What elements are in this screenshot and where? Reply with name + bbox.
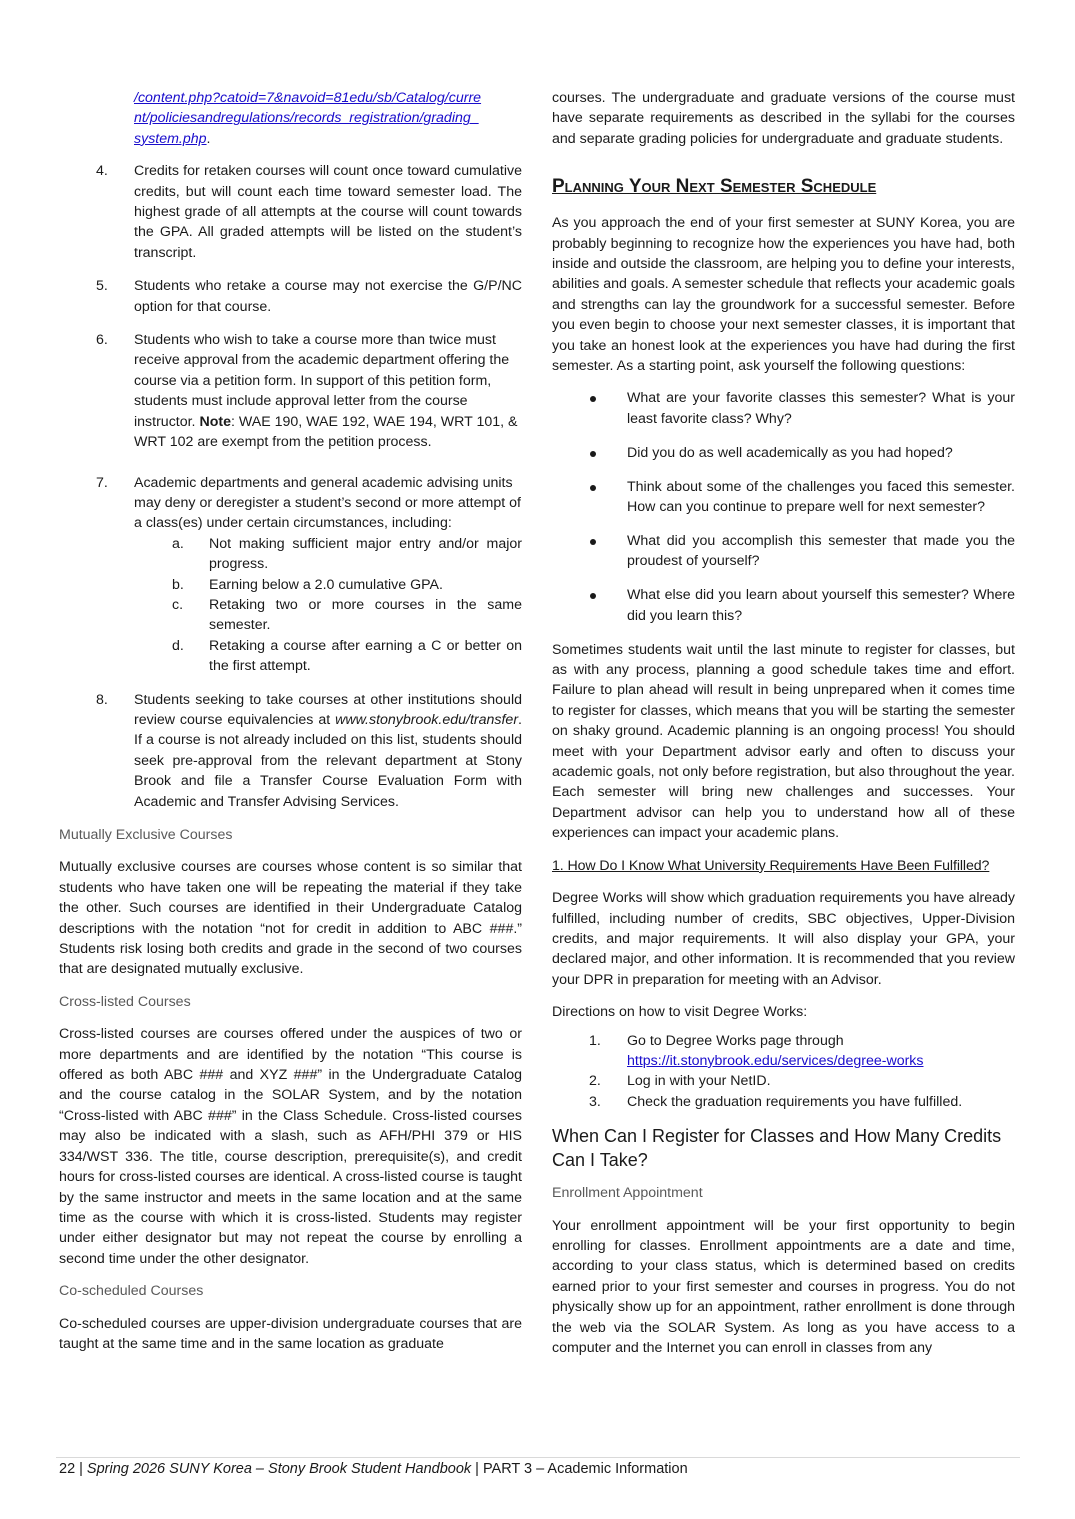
directions-list — [552, 1031, 1015, 1113]
co-scheduled-heading: Co-scheduled Courses — [59, 1283, 204, 1300]
bullet-icon — [590, 485, 596, 491]
question-item: What are your favorite classes this semester? What is your least favorite class? Why? — [552, 388, 1015, 429]
list-marker: 7. — [96, 474, 108, 491]
direction-step: 2. Log in with your NetID. — [589, 1073, 771, 1090]
directions-intro: Directions on how to visit Degree Works: — [552, 1004, 808, 1021]
cross-listed-body: Cross-listed courses are courses offered under the auspices of two or more departments and are identified by the notation “This course is offered as both ABC ### and XYZ ###” in the Undergraduate Catalog and the course catalog in the SOLAR System, and by the notation “Cross-listed with ABC ###” in the Class Schedule. Cross-listed courses may also be indicated with a slash, such as AFH/PHI 379 or HIS 334/WST 336. The title, course description, prerequisite(s), and credit hours for cross-listed courses are identical. A cross-listed course is taught by the same instructor and meets in the same location and at the same time as the course with which it is cross-listed. Students may register under either designator but may not repeat the course by enrolling a second time under the other designator. — [59, 1026, 522, 1267]
sublist-item: d. Retaking a course after earning a C or better on the first attempt. — [172, 637, 522, 675]
sublist-item: a. Not making sufficient major entry and/or major progress. — [172, 535, 522, 573]
page-number: 22 — [59, 1461, 76, 1477]
question-item: What else did you learn about yourself this semester? Where did you learn this? — [552, 585, 1015, 626]
circumstances-sublist — [59, 534, 522, 677]
left-column — [59, 88, 522, 1366]
bullet-icon — [590, 539, 596, 545]
question-item: What did you accomplish this semester that made you the proudest of yourself? — [552, 531, 1015, 572]
grading-system-link-paragraph: /content.php?catoid=7&navoid=81edu/sb/Catalog/curre nt/policiesandregulations/records_registration/grading_ system.php. — [134, 90, 482, 147]
requirements-heading: 1. How Do I Know What University Requirements Have Been Fulfilled? — [552, 857, 990, 874]
part-label: PART 3 – Academic Information — [482, 1461, 688, 1477]
sublist-item: b. Earning below a 2.0 cumulative GPA. — [172, 576, 443, 593]
list-item: 4. Credits for retaken courses will count once toward cumulative credits, but will count each time toward semester load. The highest grade of all attempts at the course will count towards the GPA. All graded attempts will be listed on the student’s transcript. — [96, 163, 522, 261]
footer-divider — [56, 1457, 1020, 1458]
bullet-icon — [590, 451, 596, 457]
question-item: Did you do as well academically as you had hoped? — [552, 443, 1015, 463]
reflection-questions-list — [552, 388, 1015, 626]
handbook-title: Spring 2026 SUNY Korea – Stony Brook Student Handbook — [86, 1461, 472, 1477]
enrollment-appointment-heading: Enrollment Appointment — [552, 1185, 703, 1202]
list-item: 8. Students seeking to take courses at other institutions should review course equivalencies at www.stonybrook.edu/transfer. If a course is not already included on this list, students should seek pre-approval from the relevant department at Stony Brook and file a Transfer Course Evaluation Form with Academic and Transfer Advising Services. — [96, 691, 522, 810]
grading-system-link[interactable]: /content.php?catoid=7&navoid=81edu/sb/Catalog/curre nt/policiesandregulations/records_registration/grading_ system.php — [134, 90, 482, 147]
list-marker: 8. — [96, 691, 108, 708]
mutually-exclusive-heading: Mutually Exclusive Courses — [59, 827, 233, 843]
question-item: Think about some of the challenges you faced this semester. How can you continue to prepare well for next semester? — [552, 477, 1015, 518]
list-item: 5. Students who retake a course may not exercise the G/P/NC option for that course. — [96, 278, 522, 315]
co-scheduled-continuation: courses. The undergraduate and graduate versions of the course must have separate requirements as described in the syllabi for the courses and separate grading policies for undergraduate and graduate students. — [552, 90, 1015, 147]
co-scheduled-body: Co-scheduled courses are upper-division undergraduate courses that are taught at the same time and in the same location as graduate — [59, 1315, 522, 1352]
requirements-body: Degree Works will show which graduation requirements you have already fulfilled, including number of credits, SBC objectives, Upper-Division credits, and major requirements. It will also display your GPA, your declared major, and other information. It is recommended that you review your DPR in preparation for meeting with an Advisor. — [552, 890, 1015, 988]
retake-policy-list — [59, 161, 522, 812]
degree-works-link[interactable]: https://it.stonybrook.edu/services/degree-works — [627, 1052, 924, 1069]
mutually-exclusive-body: Mutually exclusive courses are courses whose content is so similar that students who have taken one will be repeating the material if they take the other. Such courses are identified in their Undergraduate Catalog descriptions with the notation “not for credit in addition to ABC ###.” Students risk losing both credits and grade in the second of two courses that are designated mutually exclusive. — [59, 859, 522, 978]
list-item: 7. Academic departments and general academic advising units may deny or deregister a student’s second or more attempt of a class(es) under certain circumstances, including: a. Not making sufficient major entry and/or major progress. b. Earning below a 2.0 cumulative GPA. c. Retaking two or more courses in the same semester. d. Retaking a course after earning a C or better on the first attempt. — [59, 473, 522, 677]
bullet-icon — [590, 396, 596, 402]
cross-listed-heading: Cross-listed Courses — [59, 993, 191, 1010]
direction-step: 1. Go to Degree Works page through https://it.stonybrook.edu/services/degree-works — [589, 1032, 924, 1069]
planning-body: Sometimes students wait until the last minute to register for classes, but as with any process, planning a good schedule takes time and effort. Failure to plan ahead will result in being unprepared when it comes time to register for classes, which means that you will be starting the semester on shaky ground. Academic planning is an ongoing process! You should meet with your Department advisor early and often to discuss your academic goals, not only before registration, but also throughout the year. Each semester will bring new challenges and successes. Your Department advisor can help you to understand how all of these experiences can impact your academic plans. — [552, 641, 1015, 842]
transfer-url: www.stonybrook.edu/transfer — [335, 711, 519, 728]
page-footer: 22 | Spring 2026 SUNY Korea – Stony Brook Student Handbook | PART 3 – Academic Information — [59, 1461, 688, 1477]
direction-step: 3. Check the graduation requirements you have fulfilled. — [589, 1093, 963, 1110]
note-label: Note — [199, 413, 231, 430]
sublist-item: c. Retaking two or more courses in the same semester. — [172, 596, 522, 634]
bullet-icon — [590, 593, 596, 599]
section-heading-planning: Planning Your Next Semester Schedule — [552, 176, 877, 198]
list-item: 6. Students who wish to take a course more than twice must receive approval from the academic department offering the course via a petition form. In support of this petition form, students must include approval letter from the course instructor. Note: WAE 190, WAE 192, WAE 194, WRT 101, & WRT 102 are exempt from the petition process. — [96, 332, 518, 451]
list-marker: 5. — [96, 278, 108, 295]
register-heading: When Can I Register for Classes and How Many Credits Can I Take? — [552, 1126, 1002, 1171]
list-marker: 6. — [96, 332, 108, 349]
planning-intro: As you approach the end of your first semester at SUNY Korea, you are probably beginning to recognize how the experiences you have had, both inside and outside the classroom, are helping you to define your interests, abilities and goals. A semester schedule that reflects your academic goals and strengths can lay the groundwork for a successful semester. Before you even begin to choose your next semester classes, it is important that you take an honest look at the experiences you have had during the first semester. As a starting point, ask yourself the following questions: — [552, 215, 1015, 375]
right-column — [552, 88, 1015, 1370]
enrollment-body: Your enrollment appointment will be your first opportunity to begin enrolling for classes. Enrollment appointments are a date and time, according to your class status, which is determined based on credits earned prior to your first semester and courses in progress. You do not physically show up for an appointment, rather enrollment is done through the web via the SOLAR System. As long as you have access to a computer and the Internet you can enroll in classes from any — [552, 1217, 1015, 1356]
list-marker: 4. — [96, 163, 108, 180]
